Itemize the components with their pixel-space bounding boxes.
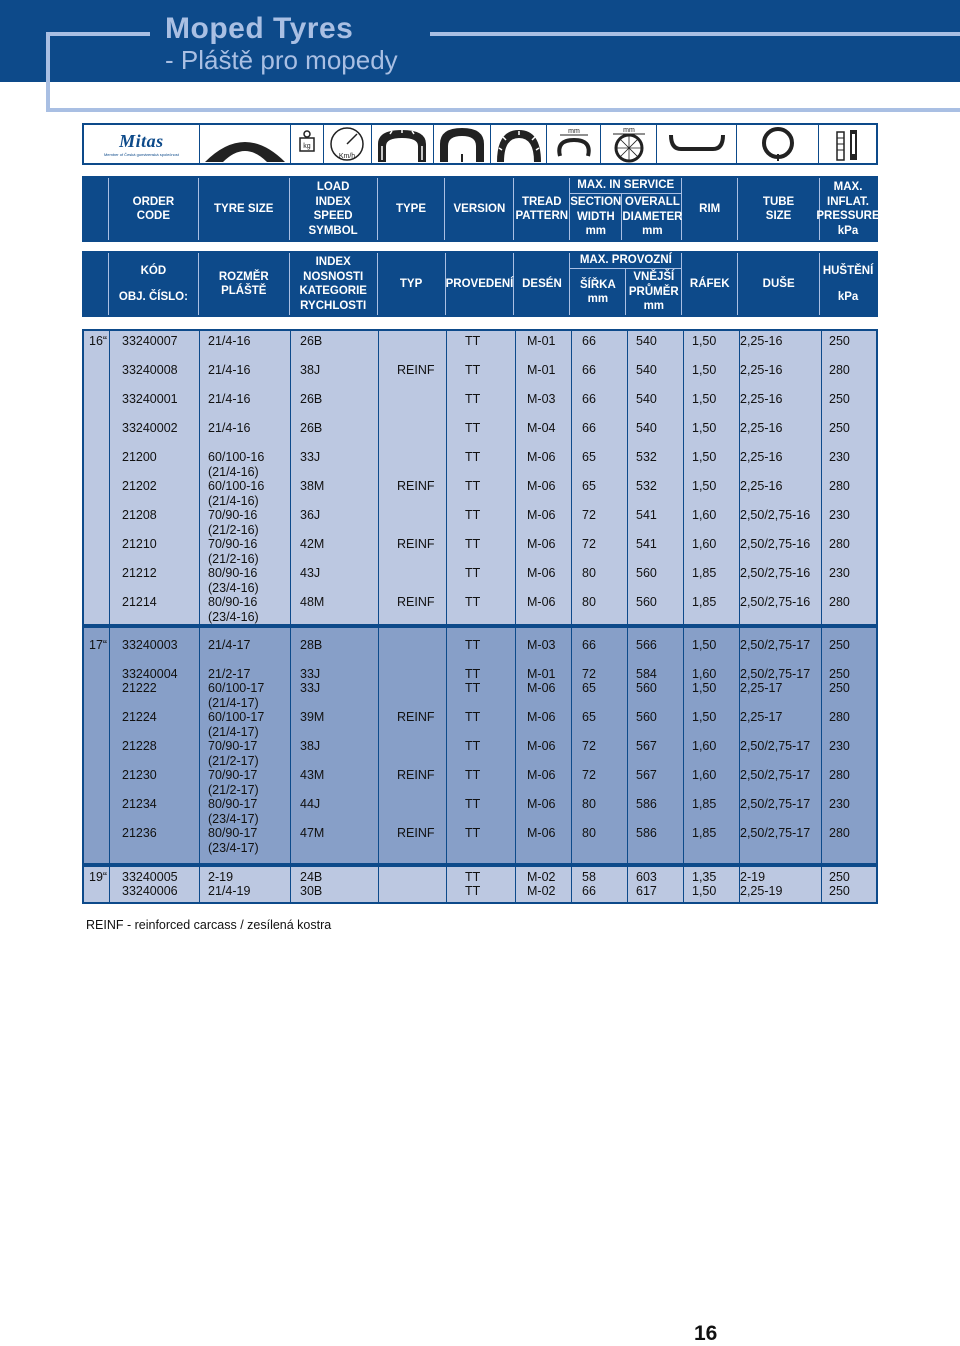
cell-code: 33240001: [122, 392, 178, 406]
cell-press: 280: [829, 537, 850, 551]
table-row: [84, 334, 876, 348]
table-row: [84, 566, 876, 580]
cell-tube: 2,50/2,75-17: [740, 826, 811, 840]
cell-size: 21/2-17: [208, 667, 251, 681]
mm-label: mm: [622, 127, 635, 134]
cell-tread: M-02: [527, 870, 556, 884]
cell-width: 65: [582, 681, 596, 695]
table-row: [84, 537, 876, 551]
col-index-nosnosti: INDEX NOSNOSTI KATEGORIE RYCHLOSTI: [290, 253, 378, 315]
cell-tube: 2,25-16: [740, 421, 783, 435]
cell-rim: 1,50: [692, 334, 717, 348]
cell-version: REINF: [397, 710, 435, 724]
cell-code: 21234: [122, 797, 157, 811]
rim-size-label: 17“: [89, 638, 108, 652]
cell-code: 21224: [122, 710, 157, 724]
col-tread-pattern: TREAD PATTERN: [514, 178, 570, 240]
tread-icon: [200, 125, 291, 163]
col-order-code: ORDER CODE: [109, 178, 199, 240]
cell-tread: M-06: [527, 595, 556, 609]
cell-rim: 1,50: [692, 363, 717, 377]
cell-load: 38J: [300, 363, 321, 377]
cell-tube: 2,50/2,75-16: [740, 566, 811, 580]
header-row-cz: [82, 251, 878, 317]
cell-width: 66: [582, 334, 596, 348]
cell-size: 60/100-16: [208, 450, 265, 464]
cell-width: 80: [582, 797, 596, 811]
cell-tube: 2-19: [740, 870, 766, 884]
cell-version: REINF: [397, 768, 435, 782]
cell-version: REINF: [397, 363, 435, 377]
cell-type: TT: [465, 797, 481, 811]
cell-version: REINF: [397, 479, 435, 493]
table-row: [84, 826, 876, 840]
cell-press: 280: [829, 479, 850, 493]
cell-size-alt: (21/2-16): [208, 523, 259, 537]
table-row: [84, 681, 876, 695]
cell-size: 80/90-17: [208, 797, 258, 811]
cell-tube: 2,25-19: [740, 884, 783, 898]
cell-width: 66: [582, 392, 596, 406]
logo-text: Mitas: [119, 131, 164, 151]
cell-rim: 1,60: [692, 508, 717, 522]
cell-load: 39M: [300, 710, 325, 724]
cell-load: 43M: [300, 768, 325, 782]
col-tube-size: TUBE SIZE: [738, 178, 820, 240]
cell-tread: M-01: [527, 667, 556, 681]
cell-size: 21/4-19: [208, 884, 251, 898]
table-row: [84, 768, 876, 782]
cell-rim: 1,50: [692, 392, 717, 406]
cell-tread: M-06: [527, 739, 556, 753]
table-row: [84, 595, 876, 609]
cell-size-alt: (21/2-17): [208, 783, 259, 797]
cell-tread: M-06: [527, 450, 556, 464]
cell-type: TT: [465, 667, 481, 681]
cell-diam: 540: [636, 334, 657, 348]
rim-size-label: 19“: [89, 870, 108, 884]
col-rim: RIM: [682, 178, 738, 240]
cell-diam: 541: [636, 537, 657, 551]
cell-size: 21/4-16: [208, 334, 251, 348]
section-width-icon: [547, 125, 601, 163]
table-row: [84, 363, 876, 377]
cell-width: 72: [582, 508, 596, 522]
cell-code: 21212: [122, 566, 157, 580]
cell-width: 58: [582, 870, 596, 884]
cell-type: TT: [465, 508, 481, 522]
cell-width: 66: [582, 884, 596, 898]
cell-diam: 560: [636, 710, 657, 724]
col-kod: KÓD OBJ. ČÍSLO:: [109, 253, 199, 315]
cell-version: REINF: [397, 826, 435, 840]
cell-size: 21/4-16: [208, 392, 251, 406]
cell-tube: 2,50/2,75-17: [740, 768, 811, 782]
cell-press: 230: [829, 566, 850, 580]
cell-width: 72: [582, 768, 596, 782]
cell-tread: M-03: [527, 392, 556, 406]
cell-load: 26B: [300, 334, 323, 348]
cell-type: TT: [465, 595, 481, 609]
cell-type: TT: [465, 870, 481, 884]
page-subtitle: - Pláště pro mopedy: [165, 45, 398, 75]
cell-type: TT: [465, 334, 481, 348]
cell-rim: 1,60: [692, 667, 717, 681]
cell-diam: 540: [636, 363, 657, 377]
cell-press: 280: [829, 363, 850, 377]
table-row: [84, 884, 876, 898]
mm-label: mm: [568, 128, 580, 135]
col-typ: TYP: [378, 253, 446, 315]
cell-size: 2-19: [208, 870, 234, 884]
cell-size-alt: (21/4-17): [208, 696, 259, 710]
col-desen: DESÉN: [514, 253, 570, 315]
cell-diam: 584: [636, 667, 657, 681]
cell-rim: 1,50: [692, 681, 717, 695]
tyre-section-icon: [372, 125, 434, 163]
cell-tube: 2,25-16: [740, 450, 783, 464]
col-max-in-service: MAX. IN SERVICE SECTION WIDTH mm OVERALL DIAMETER mm: [570, 178, 682, 240]
cell-rim: 1,50: [692, 421, 717, 435]
cell-code: 33240007: [122, 334, 178, 348]
overall-diameter-icon: [601, 125, 657, 163]
cell-load: 48M: [300, 595, 325, 609]
cell-press: 250: [829, 870, 850, 884]
cell-press: 280: [829, 595, 850, 609]
cell-load: 43J: [300, 566, 321, 580]
decor-line: [430, 32, 960, 36]
cell-tube: 2,50/2,75-16: [740, 595, 811, 609]
cell-press: 250: [829, 421, 850, 435]
cell-diam: 560: [636, 595, 657, 609]
cell-code: 21222: [122, 681, 157, 695]
cell-rim: 1,60: [692, 537, 717, 551]
table-row: [84, 870, 876, 884]
cell-load: 42M: [300, 537, 325, 551]
cell-diam: 541: [636, 508, 657, 522]
cell-tube: 2,25-16: [740, 479, 783, 493]
speedometer-icon: [324, 125, 372, 163]
decor-line: [46, 32, 150, 36]
kmh-label: Km/h: [339, 153, 356, 160]
cell-width: 72: [582, 537, 596, 551]
col-rozmer: ROZMĚR PLÁŠTĚ: [199, 253, 290, 315]
cell-tread: M-04: [527, 421, 556, 435]
cell-size: 21/4-16: [208, 363, 251, 377]
col-sirka: ŠÍŘKA mm: [570, 269, 626, 315]
col-husteni: HUŠTĚNÍ kPa: [820, 253, 876, 315]
cell-rim: 1,50: [692, 884, 717, 898]
cell-load: 44J: [300, 797, 321, 811]
cell-type: TT: [465, 566, 481, 580]
cell-code: 33240006: [122, 884, 178, 898]
header-banner: [0, 0, 960, 82]
cell-tube: 2,50/2,75-17: [740, 638, 811, 652]
cell-tube: 2,25-17: [740, 681, 783, 695]
cell-size: 70/90-16: [208, 537, 258, 551]
cell-diam: 586: [636, 826, 657, 840]
col-pressure: MAX. INFLAT. PRESSURE kPa: [820, 178, 876, 240]
cell-press: 230: [829, 508, 850, 522]
table-row: [84, 421, 876, 435]
cell-load: 24B: [300, 870, 323, 884]
cell-rim: 1,60: [692, 739, 717, 753]
cell-tread: M-06: [527, 479, 556, 493]
cell-tread: M-06: [527, 797, 556, 811]
cell-size-alt: (21/4-17): [208, 725, 259, 739]
cell-type: TT: [465, 768, 481, 782]
cell-code: 21228: [122, 739, 157, 753]
cell-type: TT: [465, 884, 481, 898]
cell-press: 250: [829, 884, 850, 898]
cell-width: 65: [582, 450, 596, 464]
cell-rim: 1,85: [692, 566, 717, 580]
cell-load: 38J: [300, 739, 321, 753]
cell-load: 30B: [300, 884, 323, 898]
cell-width: 80: [582, 826, 596, 840]
cell-size-alt: (23/4-17): [208, 812, 259, 826]
cell-size-alt: (23/4-16): [208, 610, 259, 624]
cell-tube: 2,50/2,75-17: [740, 739, 811, 753]
cell-code: 33240003: [122, 638, 178, 652]
col-max-provozni: MAX. PROVOZNÍ ŠÍŘKA mm VNĚJŠÍ PRŮMĚR mm: [570, 253, 682, 315]
cell-rim: 1,85: [692, 595, 717, 609]
cell-load: 33J: [300, 681, 321, 695]
cell-press: 250: [829, 334, 850, 348]
cell-rim: 1,35: [692, 870, 717, 884]
decor-line: [46, 108, 960, 112]
load-weight-icon: [291, 125, 324, 163]
cell-load: 33J: [300, 667, 321, 681]
cell-press: 230: [829, 450, 850, 464]
cell-rim: 1,50: [692, 479, 717, 493]
cell-size: 80/90-16: [208, 595, 258, 609]
table-row: [84, 797, 876, 811]
cell-load: 26B: [300, 392, 323, 406]
cell-width: 65: [582, 710, 596, 724]
cell-size: 60/100-17: [208, 681, 265, 695]
cell-tread: M-06: [527, 537, 556, 551]
cell-tube: 2,50/2,75-16: [740, 537, 811, 551]
cell-press: 280: [829, 768, 850, 782]
cell-press: 230: [829, 739, 850, 753]
col-section-width: SECTION WIDTH mm: [570, 194, 622, 240]
cell-code: 21200: [122, 450, 157, 464]
section-16-inch: [82, 329, 878, 626]
cell-tread: M-06: [527, 768, 556, 782]
cell-rim: 1,50: [692, 710, 717, 724]
cell-tread: M-01: [527, 334, 556, 348]
cell-code: 21214: [122, 595, 157, 609]
cell-press: 250: [829, 667, 850, 681]
cell-size-alt: (21/2-16): [208, 552, 259, 566]
cell-size: 80/90-16: [208, 566, 258, 580]
icon-bar: [82, 123, 878, 165]
cell-tube: 2,25-17: [740, 710, 783, 724]
tread-pattern-icon: [491, 125, 547, 163]
section-17-inch: [82, 626, 878, 865]
cell-press: 250: [829, 681, 850, 695]
cell-width: 72: [582, 739, 596, 753]
rim-size-label: 16“: [89, 334, 108, 348]
rim-icon: [657, 125, 737, 163]
cell-diam: 567: [636, 768, 657, 782]
inner-tube-icon: [737, 125, 819, 163]
cell-size: 21/4-17: [208, 638, 251, 652]
cell-tube: 2,25-16: [740, 334, 783, 348]
cell-diam: 566: [636, 638, 657, 652]
col-tyre-size: TYRE SIZE: [199, 178, 290, 240]
cell-width: 66: [582, 421, 596, 435]
cell-type: TT: [465, 479, 481, 493]
cell-size: 70/90-17: [208, 768, 258, 782]
cell-type: TT: [465, 450, 481, 464]
cell-press: 280: [829, 710, 850, 724]
kg-label: kg: [303, 143, 311, 150]
cell-size-alt: (21/4-16): [208, 494, 259, 508]
cell-diam: 567: [636, 739, 657, 753]
page-title: Moped Tyres: [165, 12, 354, 45]
cell-diam: 540: [636, 421, 657, 435]
header-row-en: [82, 176, 878, 242]
table-row: [84, 638, 876, 652]
cell-size-alt: (21/2-17): [208, 754, 259, 768]
cell-tube: 2,25-16: [740, 392, 783, 406]
table-row: [84, 450, 876, 464]
cell-type: TT: [465, 537, 481, 551]
footnote: REINF - reinforced carcass / zesílená kostra: [86, 918, 332, 932]
cell-type: TT: [465, 638, 481, 652]
cell-size-alt: (23/4-17): [208, 841, 259, 855]
cell-load: 36J: [300, 508, 321, 522]
cell-size-alt: (21/4-16): [208, 465, 259, 479]
cell-tread: M-06: [527, 508, 556, 522]
cell-size-alt: (23/4-16): [208, 581, 259, 595]
decor-line: [46, 32, 50, 112]
cell-type: TT: [465, 739, 481, 753]
table-row: [84, 739, 876, 753]
cell-code: 21202: [122, 479, 157, 493]
cell-size: 60/100-17: [208, 710, 265, 724]
cell-press: 250: [829, 638, 850, 652]
cell-press: 230: [829, 797, 850, 811]
col-type: TYPE: [378, 178, 446, 240]
cell-type: TT: [465, 710, 481, 724]
cell-width: 66: [582, 363, 596, 377]
cell-tube: 2,50/2,75-17: [740, 667, 811, 681]
cell-rim: 1,85: [692, 797, 717, 811]
col-version: VERSION: [445, 178, 514, 240]
table-row: [84, 392, 876, 406]
cell-width: 72: [582, 667, 596, 681]
cell-rim: 1,60: [692, 768, 717, 782]
cell-code: 21208: [122, 508, 157, 522]
cell-rim: 1,85: [692, 826, 717, 840]
cell-diam: 532: [636, 479, 657, 493]
cell-type: TT: [465, 392, 481, 406]
cell-diam: 560: [636, 566, 657, 580]
cell-code: 33240004: [122, 667, 178, 681]
cell-tread: M-03: [527, 638, 556, 652]
cell-tube: 2,50/2,75-16: [740, 508, 811, 522]
cell-width: 80: [582, 595, 596, 609]
col-vnejsi-prumer: VNĚJŠÍ PRŮMĚR mm: [628, 271, 679, 313]
cell-code: 21210: [122, 537, 157, 551]
cell-load: 26B: [300, 421, 323, 435]
cell-load: 33J: [300, 450, 321, 464]
cell-tube: 2,50/2,75-17: [740, 797, 811, 811]
cell-tube: 2,25-16: [740, 363, 783, 377]
cell-tread: M-02: [527, 884, 556, 898]
cell-width: 80: [582, 566, 596, 580]
cell-type: TT: [465, 826, 481, 840]
cell-diam: 617: [636, 884, 657, 898]
cell-code: 33240002: [122, 421, 178, 435]
cell-size: 21/4-16: [208, 421, 251, 435]
mitas-logo: [84, 125, 200, 163]
cell-size: 70/90-16: [208, 508, 258, 522]
cell-code: 21236: [122, 826, 157, 840]
cell-tread: M-06: [527, 566, 556, 580]
cell-tread: M-01: [527, 363, 556, 377]
cell-press: 280: [829, 826, 850, 840]
cell-load: 38M: [300, 479, 325, 493]
cell-diam: 540: [636, 392, 657, 406]
cell-version: REINF: [397, 537, 435, 551]
cell-code: 33240008: [122, 363, 178, 377]
cell-tread: M-06: [527, 826, 556, 840]
cell-version: REINF: [397, 595, 435, 609]
cell-code: 33240005: [122, 870, 178, 884]
cell-width: 65: [582, 479, 596, 493]
logo-tagline: Member of Česká gumárenská společnost: [103, 152, 179, 157]
cell-tread: M-06: [527, 710, 556, 724]
section-19-inch: [82, 865, 878, 904]
cell-type: TT: [465, 681, 481, 695]
col-rafek: RÁFEK: [682, 253, 738, 315]
pressure-gauge-icon: [819, 125, 876, 163]
col-duse: DUŠE: [738, 253, 820, 315]
table-row: [84, 508, 876, 522]
col-provedeni: PROVEDENÍ: [446, 253, 515, 315]
col-load-speed: LOAD INDEX SPEED SYMBOL: [290, 178, 378, 240]
table-row: [84, 667, 876, 681]
table-row: [84, 479, 876, 493]
cell-size: 60/100-16: [208, 479, 265, 493]
tube-type-icon: [434, 125, 492, 163]
col-overall-diameter: OVERALL DIAMETER mm: [622, 196, 683, 238]
table-row: [84, 710, 876, 724]
cell-size: 70/90-17: [208, 739, 258, 753]
page-number: 16: [694, 1322, 718, 1345]
cell-load: 47M: [300, 826, 325, 840]
cell-diam: 603: [636, 870, 657, 884]
cell-press: 250: [829, 392, 850, 406]
cell-code: 21230: [122, 768, 157, 782]
cell-rim: 1,50: [692, 638, 717, 652]
cell-width: 66: [582, 638, 596, 652]
cell-diam: 560: [636, 681, 657, 695]
cell-type: TT: [465, 421, 481, 435]
cell-rim: 1,50: [692, 450, 717, 464]
cell-size: 80/90-17: [208, 826, 258, 840]
cell-type: TT: [465, 363, 481, 377]
cell-diam: 586: [636, 797, 657, 811]
cell-load: 28B: [300, 638, 323, 652]
cell-tread: M-06: [527, 681, 556, 695]
cell-diam: 532: [636, 450, 657, 464]
